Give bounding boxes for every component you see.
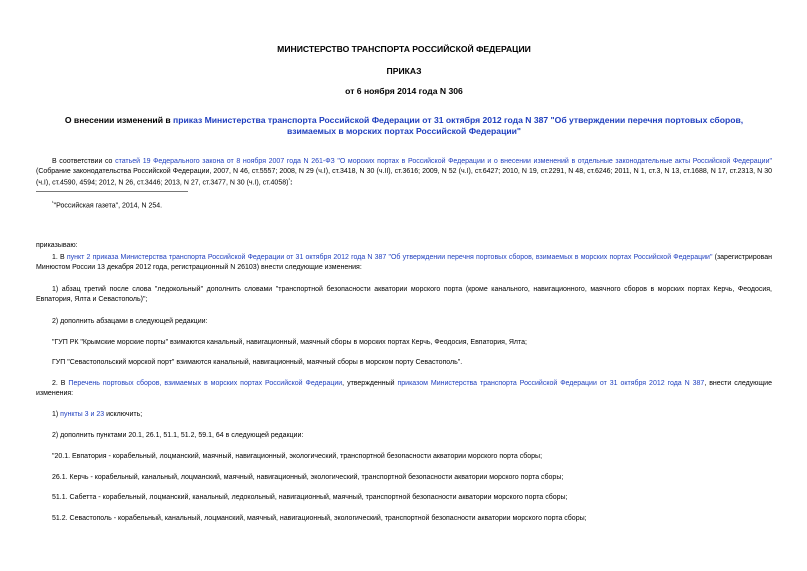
order-387-link[interactable]: приказом Министерства транспорта Российской Федерации от 31 октября 2012 года N 387 bbox=[397, 380, 705, 387]
order-item-2-2: 2) дополнить пунктами 20.1, 26.1, 51.1, 51.2, 59.1, 64 в следующей редакции: bbox=[52, 432, 304, 439]
point-20-1: "20.1. Евпатория - корабельный, лоцманский, маячный, навигационный, экологический, транспортной безопасности акватории морского порта сборы; bbox=[52, 453, 543, 460]
item2-text-a: 2. В bbox=[52, 380, 69, 387]
item1-order-link[interactable]: пункт 2 приказа Министерства транспорта Российской Федерации от 31 октября 2012 года N 387 "Об утверждении перечня портовых сборов, взимаемых в морских портах Российской Федерации" bbox=[66, 254, 713, 261]
preamble-paragraph bbox=[36, 157, 772, 188]
document-date-number: от 6 ноября 2014 года N 306 bbox=[345, 86, 463, 96]
order-item-2-1 bbox=[36, 410, 772, 420]
quote-paragraph-2: ГУП "Севастопольский морской порт" взимаются канальный, навигационный, маячный сборы в морском порту Севастополь". bbox=[52, 359, 463, 366]
ministry-heading: МИНИСТЕРСТВО ТРАНСПОРТА РОССИЙСКОЙ ФЕДЕРАЦИИ bbox=[277, 44, 531, 54]
title-prefix: О внесении изменений в bbox=[64, 115, 174, 125]
item2-text-b: , утвержденный bbox=[342, 380, 398, 387]
order-intro: приказываю: bbox=[36, 242, 78, 249]
order-item-1-1: 1) абзац третий после слова "ледокольный" дополнить словами "транспортной безопасности акватории морского порта (кроме канального, навигационного, маячного сборов в морских портах Керчь, Феодосия, Евпатория, Ялта и Севастополь)"; bbox=[36, 286, 772, 303]
preamble-colon: : bbox=[290, 179, 293, 187]
order-item-1-2: 2) дополнить абзацами в следующей редакции: bbox=[52, 318, 208, 325]
document-title bbox=[40, 115, 768, 137]
footnote bbox=[52, 199, 752, 211]
point-51-1: 51.1. Сабетта - корабельный, лоцманский, канальный, ледокольный, навигационный, маячный, транспортной безопасности акватории морского порта сборы; bbox=[52, 494, 568, 501]
quote-paragraph-1: "ГУП РК "Крымские морские порты" взимаются канальный, навигационный, маячный сборы в морских портах Керчь, Феодосия, Евпатория, Ялта; bbox=[52, 339, 527, 346]
port-fees-list-link[interactable]: Перечень портовых сборов, взимаемых в морских портах Российской Федерации bbox=[68, 380, 343, 387]
federal-law-link[interactable]: статьей 19 Федерального закона от 8 ноября 2007 года N 261-ФЗ "О морских портах в Российской Федерации и о внесении изменений в отдельные законодательные акты Российской Федерации" bbox=[115, 158, 772, 165]
item2-1-text-a: 1) bbox=[52, 411, 61, 418]
title-order-link[interactable]: приказ Министерства транспорта Российской Федерации от 31 октября 2012 года N 387 "Об утверждении перечня портовых сборов, взимаемых в морских портах Российской Федерации" bbox=[173, 115, 744, 136]
footnote-text: "Российская газета", 2014, N 254. bbox=[53, 202, 163, 210]
item1-text-b: (зарегистрирован Минюстом России 13 декабря 2012 года, регистрационный N 26103) внести следующие изменения: bbox=[36, 254, 772, 271]
item2-text-c: , внести следующие изменения: bbox=[36, 380, 772, 397]
order-item-2 bbox=[36, 379, 772, 398]
item1-text-a: 1. В bbox=[52, 254, 67, 261]
footnote-divider bbox=[36, 191, 188, 192]
preamble-text-2: (Собрание законодательства Российской Федерации, 2007, N 46, ст.5557; 2008, N 29 (ч.I), ст.3418, N 30 (ч.II), ст.3616; 2009, N 52 (ч.I), ст.6427; 2010, N 19, ст.2291, N 48, ст.6246; 2011, N 1, ст.3, N 13, ст.1688, N 17, ст.2313, N 30 (ч.I), ст.4590, 4594; 2012, N 26, ст.3446; 2013, N 27, ст.3477, N 30 (ч.I), ст.4058) bbox=[36, 167, 772, 187]
point-51-2: 51.2. Севастополь - корабельный, канальный, лоцманский, маячный, навигационный, экологический, транспортной безопасности акватории морского порта сборы; bbox=[52, 515, 587, 522]
item2-1-text-b: исключить; bbox=[104, 411, 143, 418]
points-3-23-link[interactable]: пункты 3 и 23 bbox=[60, 411, 105, 418]
footnote-mark: ¹ bbox=[52, 200, 54, 206]
document-type: ПРИКАЗ bbox=[386, 66, 422, 76]
point-26-1: 26.1. Керчь - корабельный, канальный, лоцманский, маячный, навигационный, экологический, транспортной безопасности акватории морского порта сборы; bbox=[52, 474, 564, 481]
preamble-text-1: В соответствии со bbox=[52, 158, 116, 165]
footnote-ref[interactable]: ¹ bbox=[288, 177, 291, 183]
order-item-1 bbox=[36, 253, 772, 272]
